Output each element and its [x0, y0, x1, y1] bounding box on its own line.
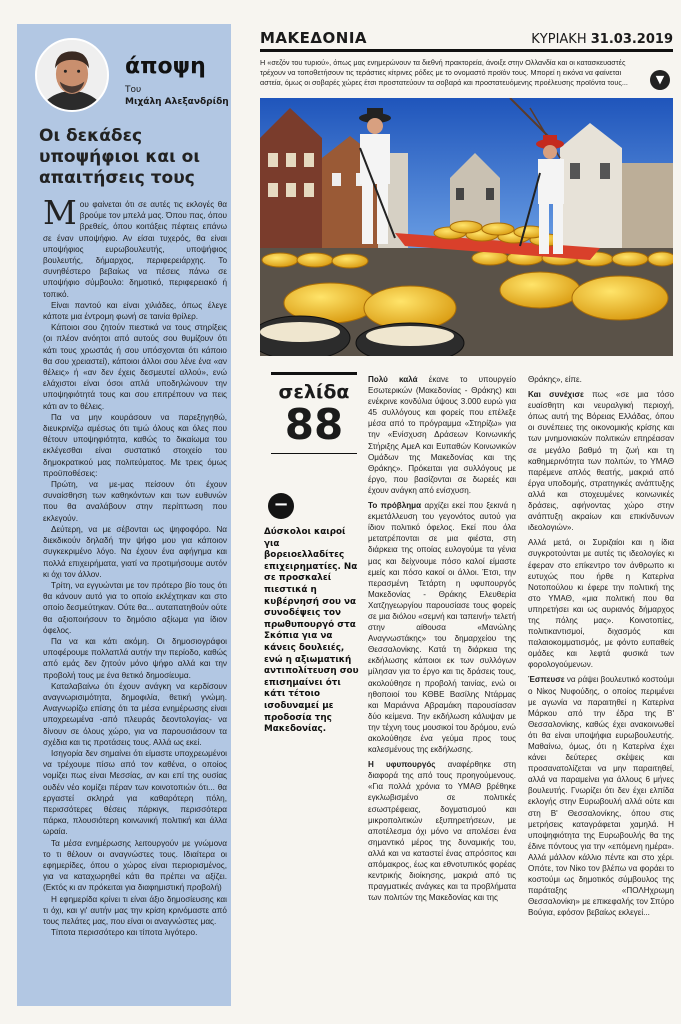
news-paragraph: Πολύ καλά έκανε το υπουργείο Εσωτερικών (Μακεδονίας - Θράκης) και ενέκρινε κονδύλια ύψους 3.000 ευρώ για 45 συλλόγους και φορείς που επέλεξε μέσα από το πρόγραμμα «Στηρίζω» για την «Ενίσχυση Δράσεων Κοινωνικής Στήριξης ΑμεΑ και Ευπαθών Κοινωνικών Ομάδων της Μακεδονίας και της Θράκης». Πρόκειται για συλλόγους με έργο, που βασίζονται σε δωρεές και έχουν ανάγκη από ενίσχυση. [368, 375, 516, 495]
minus-icon: − [268, 493, 294, 519]
opinion-paragraph: Τίποτα περισσότερο και τίποτα λιγότερο. [51, 928, 198, 938]
section-title: ΜΑΚΕΔΟΝΙΑ [260, 29, 368, 47]
news-column-2 [528, 374, 674, 1010]
issue-date-value: 31.03.2019 [590, 32, 673, 47]
author-prefix: Του [125, 85, 142, 95]
section-header [260, 30, 673, 52]
opinion-paragraph: Τα μέσα ενημέρωσης λειτουργούν με γνώμονα το τι θέλουν οι αναγνώστες τους. Ιδιαίτερα οι εφημερίδες, όπου ο χώρος είναι περιορισμένος, για να καταχωρηθεί κάτι θα πρέπει να αξίζει. (Εκτός κι αν πρόκειται για διαφημιστική προβολή) [43, 838, 227, 893]
paragraph-lead: Και συνέχισε [528, 390, 584, 400]
news-paragraph: Και συνέχισε πως «σε μια τόσο ευαίσθητη και νευραλγική περιοχή, όπως αυτή της Βόρειας Ελλάδας, όπου οι συνέπειες της οικονομικής κρίσης και των μνημονιακών πολιτικών επηρέασαν σε μεγάλο βαθμό τη ζωή και τη καθημερινότητα των πολιτών, το ΥΜΑΘ παρέμενε απλός θεατής, μακριά από έργα υποδομής, στρατηγικές ανάπτυξης αλλά και στοχευμένες κοινωνικές δράσεις, αφήνοντας χώρο στην ανάπτυξη ακραίων και επικίνδυνων ιδεολογιών». [528, 390, 674, 533]
caption-arrow-icon: ▼ [650, 70, 670, 90]
paragraph-lead: Το πρόβλημα [368, 501, 422, 511]
author-avatar [35, 38, 109, 112]
paragraph-lead: Έσπευσε [528, 675, 565, 685]
opinion-headline: Οι δεκάδες υποψήφιοι και οι απαιτήσεις τους [39, 126, 200, 188]
news-paragraph: Αλλά μετά, οι Συριζαίοι και η ίδια συγκροτούνται με αυτές τις ιδεολογίες κι έφεραν στο επίκεντρο τον άνθρωπο κι ευτυχώς που ήρθε η Κατερίνα Νοτοπούλου κι έφερε την πολιτική της στο ΥΜΑΘ, «μια πολιτική που θα υπηρετήσει και ως αυριανός δήμαρχος της πόλης μας». Κοινοτοπίες, πολιτικαντισμοί, διχασμός και παλαιοκομματισμός, με φόντο ευπαθείς ομάδες και λεφτά φυσικά των φορολογούμενων. [528, 538, 674, 670]
opinion-paragraph: Πα να μην κουράσουν να παρεξηγηθώ, διευκρινίζω αμέσως ότι τιμώ όλους και όλες που θέτουν υποψηφιότητα, καθώς το δικαίωμα του εκλέγεσθαι είναι συστατικό στοιχείο του δημοκρατικού μας πολιτεύματος. Με τρεις όμως προϋποθέσεις: [43, 412, 227, 478]
opinion-paragraph: Δεύτερη, να με σέβονται ως ψηφοφόρο. Να διεκδικούν δηλαδή την ψήφο μου για κάποιον συγκεκριμένο λόγο. Να έχουν ένα αφήγημα και πολλά επιχειρήματα, γιατί να προτιμήσουμε αυτόν κι όχι τον άλλον. [43, 524, 227, 579]
news-paragraph: Θράκης», είπε. [528, 375, 582, 384]
opinion-paragraph: Καταλαβαίνω ότι έχουν ανάγκη να κερδίσουν αναγνωρισιμότητα, δημοφιλία, θετική γνώμη. Αναγνωρίζω επίσης ότι τα μέσα ενημέρωσης είναι υποχρεωμένα -από πλευράς δεοντολογίας- να δίνουν σε όλους χώρο, για να παρουσιάσουν τα σχέδια και τις προτάσεις τους. Αλλά ως εκεί. [43, 681, 227, 747]
author-byline [125, 84, 229, 108]
author-name: Μιχάλη Αλεξανδρίδη [125, 97, 229, 107]
opinion-body [43, 193, 227, 938]
issue-day: ΚΥΡΙΑΚΗ [531, 32, 587, 47]
paragraph-lead: Πολύ καλά [368, 375, 418, 384]
minus-note-text: Δύσκολοι καιροί για βορειοελλαδίτες επιχειρηματίες. Να σε προσκαλεί πιεστικά η κυβέρνησή σου να συνοδέψεις τον πρωθυπουργό στα Σκόπια για να κάνεις δουλειές, ενώ η αξιωματική αντιπολίτευση σου επισημαίνει ότι κάτι τέτοιο ισοδυναμεί με προδοσία της Μακεδονίας. [264, 527, 359, 735]
opinion-header [17, 24, 231, 124]
news-column-1 [368, 374, 516, 1010]
news-paragraph: Έσπευσε να ράψει βουλευτικό κοστούμι ο Νίκος Νυφούδης, ο οποίος περιμένει με αγωνία να παραιτηθεί η Κατερίνα Μάρκου από την έδρα της Β' Θεσσαλονίκης, καθώς έχει ανακοινωθεί ότι θα είναι υποψήφια ευρωβουλευτής. Μαθαίνω, όμως, ότι η Κατερίνα έχει κάνει δεύτερες σκέψεις και προσανατολίζεται να μην παραιτηθεί, αλλά να παραμείνει για άλλους 6 μήνες βουλευτής. Γνωρίζει ότι δεν έχει ελπίδα εκλογής στην Ευρωβουλή αλλά ούτε και στη Β' Θεσσαλονίκης, όπου στις μετρήσεις καταγράφεται χαμηλά. Η υποψηφιότητα της Ευρωβουλής θα της έδινε πόντους για την «επόμενη ημέρα». Αλλά μάλλον κάλλιο πέντε και στο χέρι. Οπότε, τον Νίκο τον βλέπω να φοράει το κοστούμι ως δημοτικός σύμβουλος της παράταξης «ΠΟΛΗχρωμη Θεσσαλονίκη» με επικεφαλής τον Σπύρο Βούγια, εφόσον βεβαίως εκλεγεί... [528, 675, 674, 918]
author-photo [37, 40, 107, 110]
page-number: 88 [284, 400, 344, 449]
opinion-label: άποψη [125, 54, 206, 79]
opinion-paragraph: Η εφημερίδα κρίνει τι είναι άξιο δημοσίευσης και τι όχι, και γι' αυτήν μας την κρίση κρινόμαστε από τους πελάτες μας, που είναι οι αναγνώστες μας. [43, 894, 227, 926]
news-paragraph: Το πρόβλημα αρχίζει εκεί που ξεκινά η εκμετάλλευση του γεγονότος αυτού για ίδιον πολιτικό όφελος. Εκεί που όλα μετατρέπονται σε μια φιέστα, στη διάρκεια της οποίας ευλογούμε τα γένια μας και δείχνουμε πόσο καλοί είμαστε εμείς και πόσο κακοί οι άλλοι. Έτσι, την περασμένη Τετάρτη η υφυπουργός Μακεδονίας - Θράκης Ελευθερία Χατζηγεωργίου παρουσίασε τους φορείς σε μια διόλου «σεμνή και ταπεινή» τελετή στην αίθουσα «Μανώλης Αναγνωστάκης» του δημαρχείου της Θεσσαλονίκης. Κατά τη διάρκεια της εκδήλωσης κάποιοι εκ των συλλόγων μίλησαν για το έργο και τις δράσεις τους, ακολούθησε η προβολή ταινίας, ενώ οι ηθοποιοί του ΚΘΒΕ Βασίλης Ντάρμας και Μαριάννα Αβραμάκη παρουσίασαν δύο κείμενα. Την εκδήλωση κάλυψαν με την τέχνη τους μουσικοί του δρόμου, ενώ ακολούθησε ένα γεύμα προς τους καλεσμένους της εκδήλωσης. [368, 501, 516, 755]
photo-caption: Η «σεζόν του τυριού», όπως μας ενημερώνουν τα διεθνή πρακτορεία, άνοιξε στην Ολλανδία και οι κατασκευαστές τρέχουν να τοποθετήσουν τις τεράστιες κίτρινες ρόδες με το ονομαστό προϊόν τους. Μπορεί η εικόνα να φαίνεται αστεία, όμως οι σοβαρές χώρες έτσι προστατεύουν τα σοβαρά και προστατευόμενης προέλευσης προϊόντα τους... [260, 58, 628, 87]
opinion-paragraph: Πρώτη, να με-μας πείσουν ότι έχουν συναίσθηση των καθηκόντων και των ευθυνών που θα αναλάβουν στην περίπτωση που εκλεγούν. [43, 480, 227, 523]
opinion-column [17, 24, 231, 1006]
opinion-paragraph: Τρίτη, να εγγυώνται με τον πρότερο βίο τους ότι θα κάνουν αυτό για το οποίο εκλέχτηκαν και στο οποίο δεσμεύτηκαν. Ούτε θα... αυταπατηθούν ούτε θα αξιοποιήσουν το δημόσιο αξίωμα για ίδιον όφελος. [43, 580, 227, 635]
issue-date [531, 32, 673, 47]
opinion-paragraph: Είναι παντού και είναι χιλιάδες, όπως έλεγε κάποτε μια έντρομη φωνή σε ταινία θρίλερ. [43, 300, 227, 322]
news-paragraph: Η υφυπουργός αναφέρθηκε στη διαφορά της από τους προηγούμενους. «Για πολλά χρόνια το ΥΜΑΘ βρέθηκε εγκλωβισμένο σε πολιτικές εσωστρέφειας, δογματισμού και μικροπολιτικών εξυπηρετήσεων, με αποτέλεσμα όχι μόνο να απολέσει ένα σημαντικό μέρος της δυναμικής του, αλλά και να καταστεί ένας απρόσιτος και απόμακρος, έως και εθνοτυπικός φορέας κεντρικής διοίκησης, μακριά από τις πραγματικές ανάγκες και τα προβλήματα των πολιτών της Μακεδονίας και της [368, 760, 516, 903]
cheese-market-photo [260, 98, 673, 356]
page-reference-box [271, 372, 357, 454]
opinion-paragraph: Ισηγορία δεν σημαίνει ότι είμαστε υποχρεωμένοι να τρέχουμε πίσω από τον καθένα, ο οποίος νομίζει πως είναι Μεσσίας, αν και επί της ουσίας ουδέν νέο κομίζει πέραν των κοινοτοπιών ότι... θα εργαστεί σκληρά για καθαρότερη πόλη, περισσότερες θέσεις πάρκιγκ, περισσότερα πάρκα, πλουσιότερη κοινωνική πολιτική και άλλα ωραία. [43, 748, 227, 837]
opinion-paragraph: Κάποιοι σου ζητούν πιεστικά να τους στηρίξεις (οι πλέον ανόητοι από αυτούς σου θυμίζουν ότι κάτι τους χρωστάς ή σου υπόσχονται ότι κάποιο θα σου χρειαστεί), κάποιοι άλλοι σου λένε ένα «αν θέλεις» ή «αν δεν έχεις δεσμευτεί αλλού», ενώ ελάχιστοι είναι όσοι απλά υποδηλώνουν την υποψηφιότητά τους και σου επιτρέπουν να πεις κάτι αν το θέλεις. [43, 323, 227, 411]
photo-illustration [260, 98, 673, 356]
paragraph-lead: Η υφυπουργός [368, 760, 436, 770]
opinion-paragraph: Πα να και κάτι ακόμη. Οι δημοσιογράφοι υποφέρουμε πολλαπλά αυτήν την περίοδο, καθώς από εμάς δεν ζητούν μόνο ψήφο αλλά και την προβολή τους με ένα θετικό δημοσίευμα. [43, 636, 227, 680]
page-label: σελίδα [278, 381, 350, 403]
drop-cap: Μ [43, 193, 77, 232]
opinion-paragraph: Μου φαίνεται ότι σε αυτές τις εκλογές θα βρούμε τον μπελά μας. Όπου πας, όπου βρεθείς, όπου κοιτάξεις πέφτεις επάνω σε έναν υποψήφιο. Αν είσαι τυχερός, θα είναι υποψήφιος ευρωβουλευτής, υποψήφιος βουλευτής, δήμαρχος, περιφερειάρχης. Το συνηθέστερο βεβαίως να πέσεις πάνω σε υποψήφιο σύμβουλο: δημοτικό, περιφερειακό ή τοπικό. [43, 193, 227, 299]
